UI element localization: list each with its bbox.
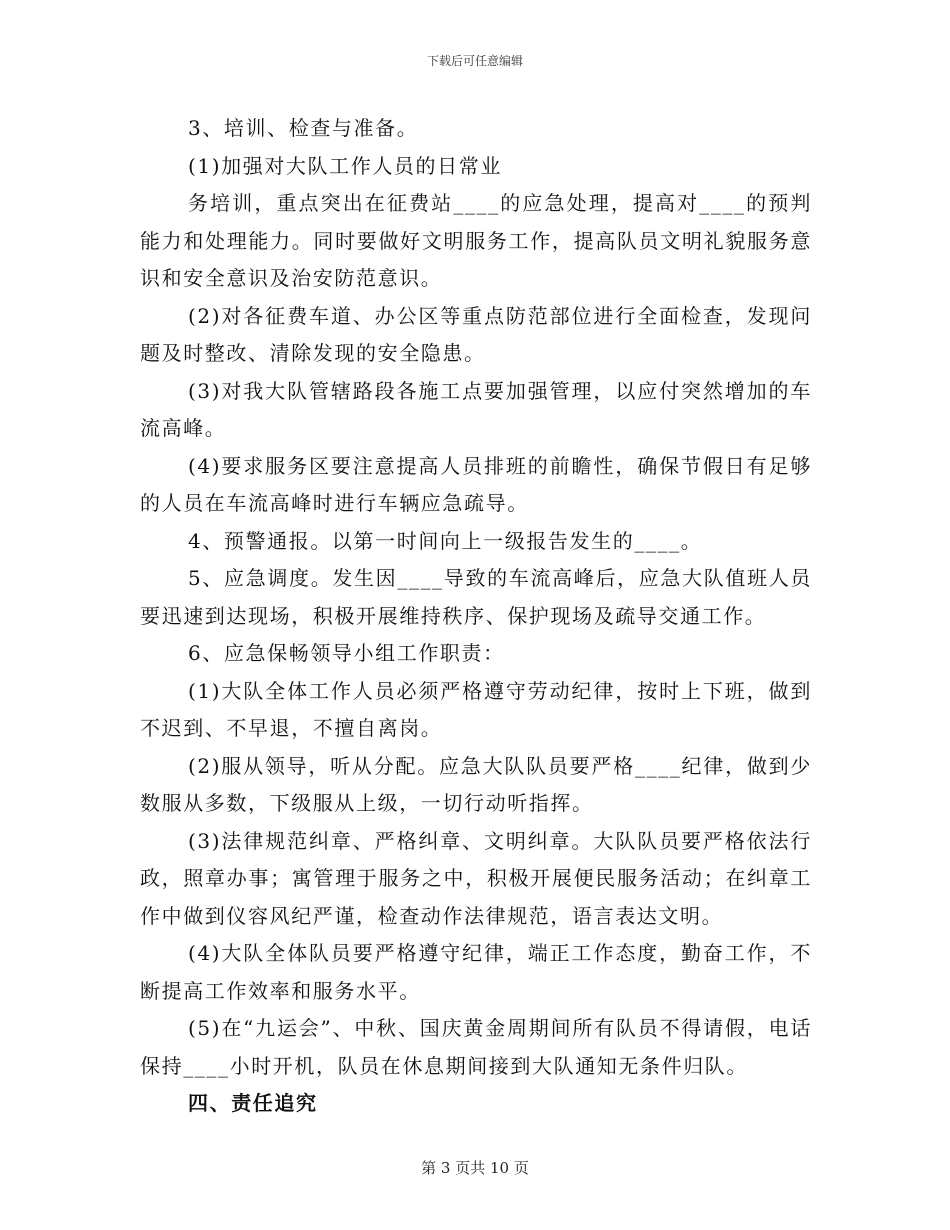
paragraph-5-dispatch: 5、应急调度。发生因____导致的车流高峰后，应急大队值班人员要迅速到达现场，积极开展维持秩序、保护现场及疏导交通工作。 xyxy=(140,566,812,628)
paragraph-3-1: (1)加强对大队工作人员的日常业 xyxy=(188,153,502,178)
paragraph-3-4: (4)要求服务区要注意提高人员排班的前瞻性，确保节假日有足够的人员在车流高峰时进行车辆应急疏导。 xyxy=(140,453,812,515)
paragraph-6-1: (1)大队全体工作人员必须严格遵守劳动纪律，按时上下班，做到不迟到、不早退，不擅自离岗。 xyxy=(140,678,812,740)
paragraph-3-2: (2)对各征费车道、办公区等重点防范部位进行全面检查，发现问题及时整改、清除发现的安全隐患。 xyxy=(140,303,812,365)
paragraph-6-5: (5)在“九运会”、中秋、国庆黄金周期间所有队员不得请假，电话保持____小时开机，队员在休息期间接到大队通知无条件归队。 xyxy=(140,1016,812,1078)
paragraph-3-training: 3、培训、检查与准备。 xyxy=(188,116,419,140)
paragraph-3-1-cont: 务培训，重点突出在征费站____的应急处理，提高对____的预判能力和处理能力。同时要做好文明服务工作，提高队员文明礼貌服务意识和安全意识及治安防范意识。 xyxy=(140,191,812,290)
document-body xyxy=(140,110,812,1123)
paragraph-6-2: (2)服从领导，听从分配。应急大队队员要严格____纪律，做到少数服从多数，下级服从上级，一切行动听指挥。 xyxy=(140,753,812,815)
paragraph-6-duties: 6、应急保畅领导小组工作职责： xyxy=(188,641,505,665)
paragraph-6-4: (4)大队全体队员要严格遵守纪律，端正工作态度，勤奋工作，不断提高工作效率和服务水平。 xyxy=(140,941,812,1003)
page-header: 下载后可任意编辑 xyxy=(426,54,523,68)
section-heading-accountability: 四、责任追究 xyxy=(188,1091,318,1115)
page-footer: 第 3 页共 10 页 xyxy=(421,1159,529,1177)
paragraph-6-3: (3)法律规范纠章、严格纠章、文明纠章。大队队员要严格依法行政，照章办事；寓管理于服务之中，积极开展便民服务活动；在纠章工作中做到仪容风纪严谨，检查动作法律规范，语言表达文明。 xyxy=(140,828,812,928)
paragraph-4-warning: 4、预警通报。以第一时间向上一级报告发生的____。 xyxy=(188,528,703,553)
paragraph-3-3: (3)对我大队管辖路段各施工点要加强管理，以应付突然增加的车流高峰。 xyxy=(140,378,812,440)
